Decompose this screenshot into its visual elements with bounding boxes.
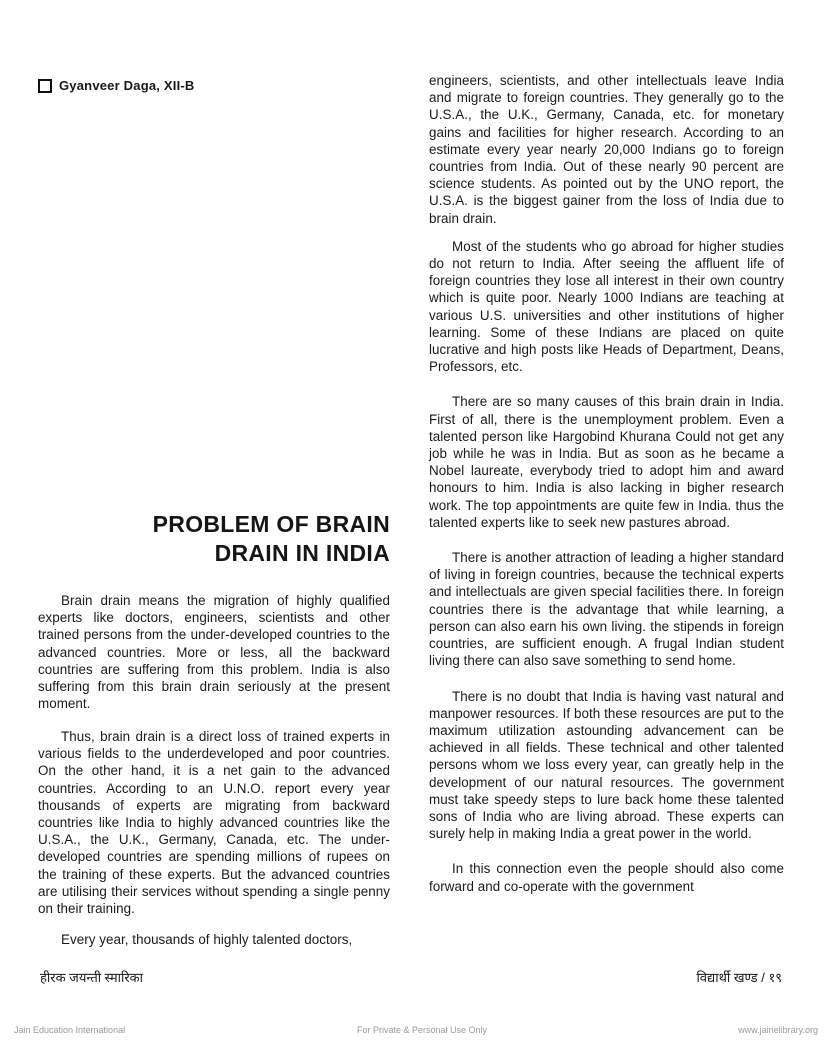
footer-publication: हीरक जयन्ती स्मारिका	[40, 970, 143, 985]
author-name: Gyanveer Daga, XII-B	[59, 78, 195, 93]
title-line-1: PROBLEM OF BRAIN	[152, 511, 390, 537]
right-paragraph-6: In this connection even the people should also come forward and co-operate with the government	[429, 861, 784, 894]
right-paragraph-1: engineers, scientists, and other intellectuals leave India and migrate to foreign countries. They generally go to the U.S.A., the U.K., Germany, Canada, etc. for monetary gains and facilities for higher research. According to an estimate every year nearly 20,000 Indians go to foreign countries from India. Out of these nearly 90 percent are science students. As pointed out by the UNO report, the U.S.A. is the biggest gainer from the loss of India due to brain drain.	[429, 73, 784, 226]
right-paragraph-3: There are so many causes of this brain drain in India. First of all, there is the unemployment problem. Even a talented person like Hargobind Khurana Could not get any job while he was in India. But as soon as he became a Nobel laureate, everybody tried to adopt him and award honours to him. India is also lacking in bigher research work. The top appointments are quite few in India. thus the talented experts like to seek new pastures abroad.	[429, 394, 784, 530]
right-paragraph-4: There is another attraction of leading a higher standard of living in foreign countries, because the technical experts and intellectuals are given special facilities there. In foreign countries there is the advantage that while learning, a person can also earn his own living. the stipends in foreign countries, are sufficient enough. A frugal Indian student living there can also save something to send home.	[429, 550, 784, 669]
right-column	[429, 72, 784, 895]
right-paragraph-2: Most of the students who go abroad for higher studies do not return to India. After seeing the affluent life of foreign countries they lose all interest in their own country which is quite poor. Nearly 1000 Indians are teaching at various U.S. universities and other institutions of higher learning. Some of these Indians are placed on quite lucrative and high posts like Heads of Department, Deans, Professors, etc.	[429, 238, 784, 375]
right-paragraph-5: There is no doubt that India is having vast natural and manpower resources. If both these resources are put to the maximum utilization astounding advancement can be achieved in all fields. These technical and other talented persons whom we loss every year, can greatly help in the development of our natural resources. The government must take speedy steps to lure back home these talented sons of India who are living abroad. These experts can surely help in making India a great power in the world.	[429, 688, 784, 842]
checkbox-icon	[38, 79, 52, 93]
credit-right-link[interactable]: www.jainelibrary.org	[738, 1025, 818, 1035]
author-byline	[38, 78, 390, 93]
left-paragraph-1: Brain drain means the migration of highly qualified experts like doctors, engineers, scientists and other trained persons from the under-developed countries to the advanced countries. More or less, all the backward countries are suffering from this problem. India is also suffering from this brain drain seriously at the present moment.	[38, 593, 390, 712]
author-line	[38, 78, 390, 93]
left-paragraph-2: Thus, brain drain is a direct loss of trained experts in various fields to the underdeveloped and poor countries. On the other hand, it is a net gain to the advanced countries. According to an U.N.O. report every year thousands of experts are migrating from backward countries like India to highly advanced countries like the U.S.A., the U.K., Germany, Canada, etc. The under-developed countries are spending millions of rupees on the training of these experts. But the advanced countries are utilising their services without spending a single penny on their training.	[38, 729, 390, 917]
left-paragraph-3: Every year, thousands of highly talented doctors,	[61, 932, 353, 947]
credit-left: Jain Education International	[14, 1025, 126, 1035]
article-title	[38, 510, 390, 568]
credit-center: For Private & Personal Use Only	[357, 1025, 488, 1035]
title-line-2: DRAIN IN INDIA	[214, 540, 390, 566]
footer-section-page: विद्यार्थी खण्ड / १९	[696, 970, 782, 985]
